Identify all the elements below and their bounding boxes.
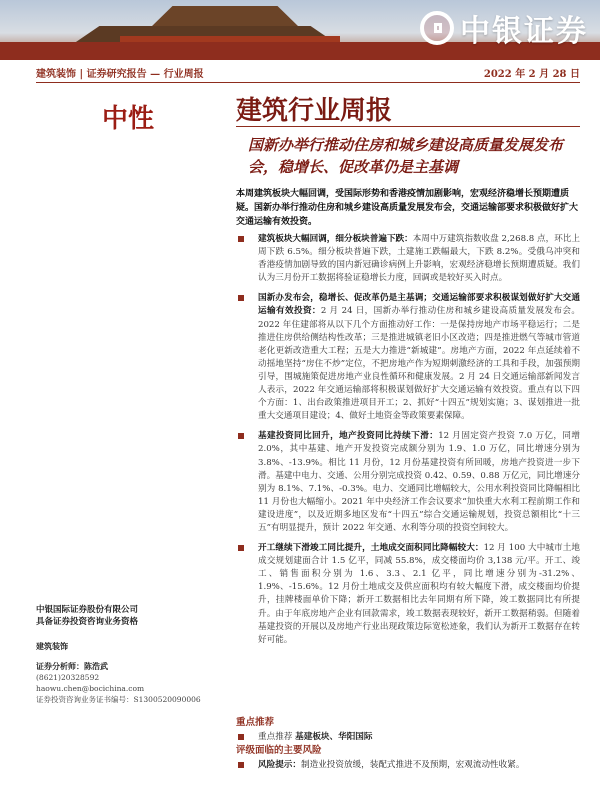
bank-logo-icon bbox=[420, 11, 454, 45]
rating-label: 中性 bbox=[102, 104, 155, 134]
recommendation-item bbox=[236, 730, 580, 744]
paragraph-lead: 开工继续下滑竣工同比提升，土地成交面积同比降幅较大： bbox=[258, 543, 484, 554]
paragraph-text: 2 月 24 日，国新办举行推动住房和城乡建设高质量发展发布会。2022 年住建部将从以下几个方面推动好工作：一是保持房地产市场平稳运行；二是推进住房供给侧结构性改革；三是推进城镇老旧小区改造；四是推进燃气等城市管道老化更新改造重大工程；五是大力推进“新城建”。房地产方面，2022 年点延续着不动摇地坚持“房住不炒”定位，不把房地产作为短期刺激经济的工具和手段，加强预期引导，围城施策促进房地产业良性循环和健康发展。2 月 24 日交通运输部新闻发言人表示，2022 年交通运输部将积极谋划做好扩大交通运输有效投资。重点有以下四个方面：1、出台政策推进项目开工；2、抓好“十四五”规划实施；3、谋划推进一批重大交通项目建设；4、做好土地资金等政策要素保障。 bbox=[258, 306, 580, 422]
analyst-certificate: 证券投资咨询业务证书编号：S1300520090006 bbox=[36, 695, 201, 704]
paragraph-lead: 国新办发布会，稳增长、促改革仍是主基调；交通运输部要求积极谋划做好扩大交通运输有效投资： bbox=[258, 293, 580, 317]
paragraph-text: 12 月固定资产投资 7.0 万亿，同增 2.0%，其中基建、地产开发投资完成额分别为 1.9、1.0 万亿，同比增速分别为 3.8%、-13.9%。相比 11 月份，12 月份基建投资有所回暖，房地产投资进一步下滑。基建中电力、交通、公用分别完成投资 0.42、0.59、0.88 万亿元，同比增速分别为 8.1%、7.1%、-0.3%。电力、交通同比增幅较大，公用水利投资同比降幅相比 11 月份也大幅缩小。2021 年中央经济工作会议要求“加快重大水利工程前期工作和建设进度”，以及近期多地区发布“十四五”综合交通运输规划，投资总额相比“十三五”有明显提升，预计 2022 年交通、水利等分项的投资空间较大。 bbox=[258, 431, 580, 533]
company-qualification: 具备证券投资咨询业务资格 bbox=[36, 617, 139, 627]
report-date: 2022 年 2 月 28 日 bbox=[483, 68, 580, 80]
company-name: 中银国际证券股份有限公司 bbox=[36, 605, 139, 615]
square-bullet-icon bbox=[238, 545, 244, 551]
brand-logo bbox=[420, 6, 588, 50]
paragraph-lead: 基建投资同比回升，地产投资同比持续下滑： bbox=[258, 431, 439, 442]
square-bullet-icon bbox=[238, 236, 244, 242]
bullet-paragraph bbox=[236, 292, 580, 423]
header-banner bbox=[0, 0, 600, 60]
risk-text: 制造业投资放缓，装配式推进不及预期，宏观流动性收紧。 bbox=[300, 760, 525, 770]
analyst-phone: (8621)20328592 bbox=[36, 673, 100, 682]
analyst-name: 证券分析师：陈浩武 bbox=[36, 661, 108, 671]
summary-paragraph: 本周建筑板块大幅回调，受国际形势和香港疫情加剧影响，宏观经济稳增长预期遭质疑。国新办举行推动住房和城乡建设高质量发展发布会，交通运输部要求积极做好扩大交通运输有效投资。 bbox=[236, 189, 579, 227]
square-bullet-icon bbox=[238, 762, 244, 768]
paragraph-text: 12 月 100 大中城市土地成交规划建面合计 1.5 亿平，同减 55.8%，成交楼面均价 3,138 元/平。开工、竣工、销售面积分别为 1.6、3.3、2.1 亿平，同比增速分别为-31.2%、1.9%、-15.6%。12 月份土地成交及供应面积均有较大幅度下滑，成交楼面均价提升，挂牌楼面单价下降；新开工数据相比去年同期有所下降，竣工数据同比有所提升。由于年底房地产企业有回款需求，竣工数据表现较好，新开工数据稍弱。但随着基建投资的开展以及房地产行业出现政策边际宽松迹象，我们认为新开工数据存在转好可能。 bbox=[258, 543, 580, 645]
square-bullet-icon bbox=[238, 433, 244, 439]
main-content bbox=[236, 233, 580, 654]
bullet-paragraph bbox=[236, 542, 580, 647]
analyst-email: haowu.chen@bocichina.com bbox=[36, 684, 145, 693]
recommendations-heading: 重点推荐 bbox=[236, 717, 275, 728]
brand-name: 中银证券 bbox=[460, 14, 588, 49]
report-title: 建筑行业周报 bbox=[236, 96, 393, 126]
report-subheader bbox=[36, 62, 580, 83]
recommendations-section bbox=[236, 716, 580, 772]
square-bullet-icon bbox=[238, 295, 244, 301]
bullet-paragraph bbox=[236, 430, 580, 535]
risk-item bbox=[236, 758, 580, 772]
recommendation-text: 基建板块、华阳国际 bbox=[295, 732, 373, 742]
risk-heading: 评级面临的主要风险 bbox=[236, 745, 322, 756]
bullet-paragraph bbox=[236, 233, 580, 285]
analyst-sidebar bbox=[36, 604, 216, 705]
palace-roof-upper bbox=[150, 6, 300, 28]
paragraph-text: 本周中万建筑指数收盘 2,268.8 点，环比上周下跌 6.5%。细分板块普遍下跌，土建施工跌幅最大，下跌 8.2%。受俄乌冲突和香港疫情加剧导致的国内新冠确诊病例上升影响，宏观经济稳增长预期遭质疑。我们认为三月份开工数据将验证稳增长力度，回调或是较好买入时点。 bbox=[258, 234, 580, 284]
square-bullet-icon bbox=[238, 734, 244, 740]
paragraph-lead: 建筑板块大幅回调，细分板块普遍下跌： bbox=[258, 234, 413, 244]
risk-lead: 风险提示： bbox=[258, 760, 301, 770]
title-divider bbox=[236, 126, 580, 127]
report-subtitle: 国新办举行推动住房和城乡建设高质量发展发布会，稳增长、促改革仍是主基调 bbox=[248, 136, 564, 176]
industry-label: 建筑装饰 bbox=[36, 641, 68, 651]
report-category: 建筑装饰 | 证券研究报告 — 行业周报 bbox=[36, 68, 204, 80]
recommendation-lead: 重点推荐 bbox=[258, 732, 293, 742]
